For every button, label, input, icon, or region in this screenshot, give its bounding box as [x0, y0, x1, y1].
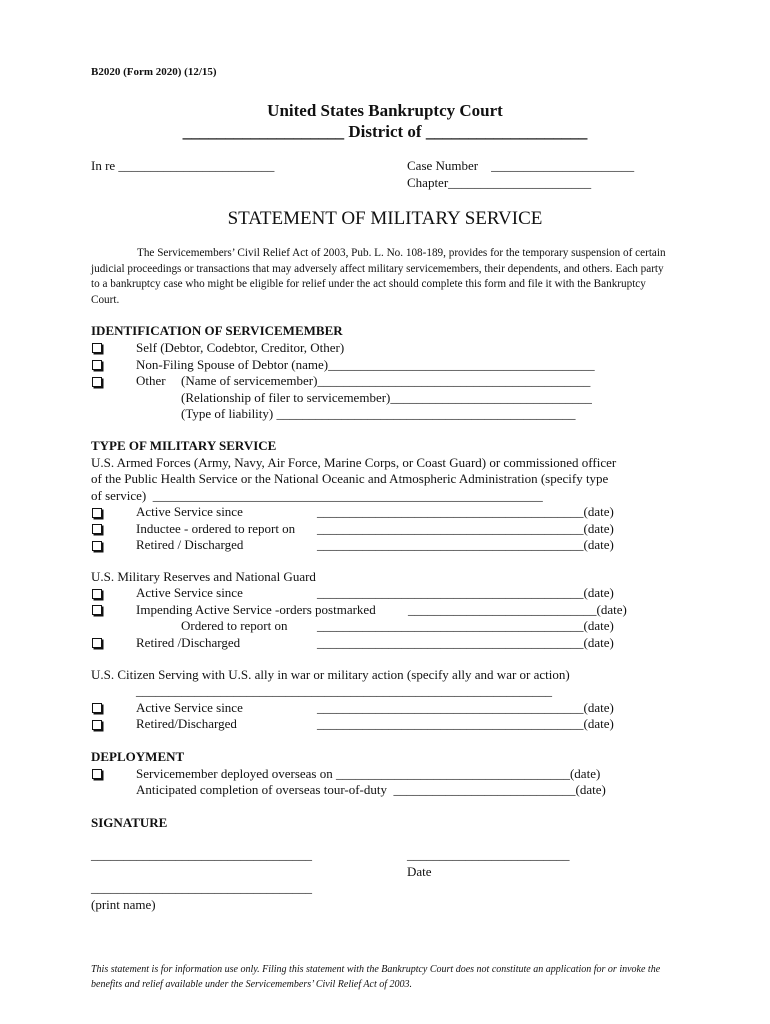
ally-field[interactable]: ________________________________________________________________ [136, 683, 552, 698]
servicemember-name-field[interactable]: (Name of servicemember)__________________________________________ [181, 373, 591, 388]
chapter-field[interactable]: Chapter______________________ [407, 175, 592, 190]
reserves-heading: U.S. Military Reserves and National Guard [91, 569, 316, 584]
reserves-impending-checkbox[interactable] [92, 605, 102, 615]
ally-active-label: Active Service since [136, 700, 243, 715]
deployment-heading: DEPLOYMENT [91, 749, 185, 764]
print-name-label: (print name) [91, 897, 156, 912]
page-title: STATEMENT OF MILITARY SERVICE [227, 208, 543, 229]
inductee-checkbox[interactable] [92, 524, 102, 534]
reserves-retired-label: Retired /Discharged [136, 635, 241, 650]
retired-date[interactable]: _________________________________________(date) [317, 537, 614, 552]
spouse-field[interactable]: Non-Filing Spouse of Debtor (name)_________________________________________ [136, 357, 595, 372]
ally-retired-date[interactable]: _________________________________________(date) [317, 716, 614, 731]
ally-retired-label: Retired/Discharged [136, 716, 237, 731]
ally-heading: U.S. Citizen Serving with U.S. ally in war or military action (specify ally and war or action) [91, 667, 570, 682]
liability-field[interactable]: (Type of liability) ______________________________________________ [181, 406, 576, 421]
court-name: United States Bankruptcy Court [267, 101, 503, 120]
ally-active-date[interactable]: _________________________________________(date) [317, 700, 614, 715]
footer-note: This statement is for information use only. Filing this statement with the Bankruptcy Court does not constitute an application for or invoke the benefits and relief available under the Servicemembers’ Civil Relief Act of 2003. [91, 964, 661, 990]
deployed-field[interactable]: Servicemember deployed overseas on ____________________________________(date) [136, 766, 601, 781]
inductee-label: Inductee - ordered to report on [136, 521, 296, 536]
armed-forces-text: of the Public Health Service or the National Oceanic and Atmospheric Administration (specify type [91, 471, 609, 486]
print-name-field[interactable]: __________________________________ [91, 880, 312, 895]
identification-heading: IDENTIFICATION OF SERVICEMEMBER [91, 323, 343, 338]
service-type-field[interactable]: of service) ____________________________________________________________ [91, 488, 543, 503]
self-label: Self (Debtor, Codebtor, Creditor, Other) [136, 340, 345, 355]
case-number-field[interactable]: Case Number ______________________ [407, 158, 635, 173]
retired-checkbox[interactable] [92, 541, 102, 551]
relationship-field[interactable]: (Relationship of filer to servicemember)_______________________________ [181, 390, 592, 405]
spouse-checkbox[interactable] [92, 360, 102, 370]
active-service-date[interactable]: _________________________________________(date) [317, 504, 614, 519]
other-label: Other [136, 373, 166, 388]
deployed-checkbox[interactable] [92, 769, 102, 779]
military-heading: TYPE OF MILITARY SERVICE [91, 438, 277, 453]
active-service-checkbox[interactable] [92, 508, 102, 518]
district-line: ___________________ District of ___________________ [182, 122, 588, 141]
reserves-active-date[interactable]: _________________________________________(date) [317, 585, 614, 600]
other-checkbox[interactable] [92, 377, 102, 387]
ally-active-checkbox[interactable] [92, 703, 102, 713]
reserves-active-checkbox[interactable] [92, 589, 102, 599]
reserves-active-label: Active Service since [136, 585, 243, 600]
date-label: Date [407, 864, 432, 879]
reserves-retired-date[interactable]: _________________________________________(date) [317, 635, 614, 650]
signature-heading: SIGNATURE [91, 815, 168, 830]
date-field[interactable]: _________________________ [407, 847, 570, 862]
reserves-impending-date[interactable]: _____________________________(date) [408, 602, 627, 617]
intro-paragraph: The Servicemembers’ Civil Relief Act of 2003, Pub. L. No. 108-189, provides for the temporary suspension of certain judicial proceedings or transactions that may adversely affect military servicemembers, their dependents, and others. Each party to a bankruptcy case who might be eligible for relief under the act should complete this form and file it with the Bankruptcy Court. [91, 247, 666, 306]
reserves-retired-checkbox[interactable] [92, 638, 102, 648]
active-service-label: Active Service since [136, 504, 243, 519]
self-checkbox[interactable] [92, 343, 102, 353]
signature-field[interactable]: __________________________________ [91, 847, 312, 862]
form-id: B2020 (Form 2020) (12/15) [91, 66, 217, 78]
inductee-date[interactable]: _________________________________________(date) [317, 521, 614, 536]
anticipated-completion-field[interactable]: Anticipated completion of overseas tour-of-duty ____________________________(date) [136, 782, 606, 797]
retired-label: Retired / Discharged [136, 537, 244, 552]
armed-forces-text: U.S. Armed Forces (Army, Navy, Air Force, Marine Corps, or Coast Guard) or commissioned officer [91, 455, 617, 470]
reserves-impending-label: Impending Active Service -orders postmarked [136, 602, 376, 617]
reserves-ordered-date[interactable]: _________________________________________(date) [317, 618, 614, 633]
in-re-field[interactable]: In re ________________________ [91, 158, 275, 173]
reserves-ordered-label: Ordered to report on [181, 618, 288, 633]
ally-retired-checkbox[interactable] [92, 720, 102, 730]
